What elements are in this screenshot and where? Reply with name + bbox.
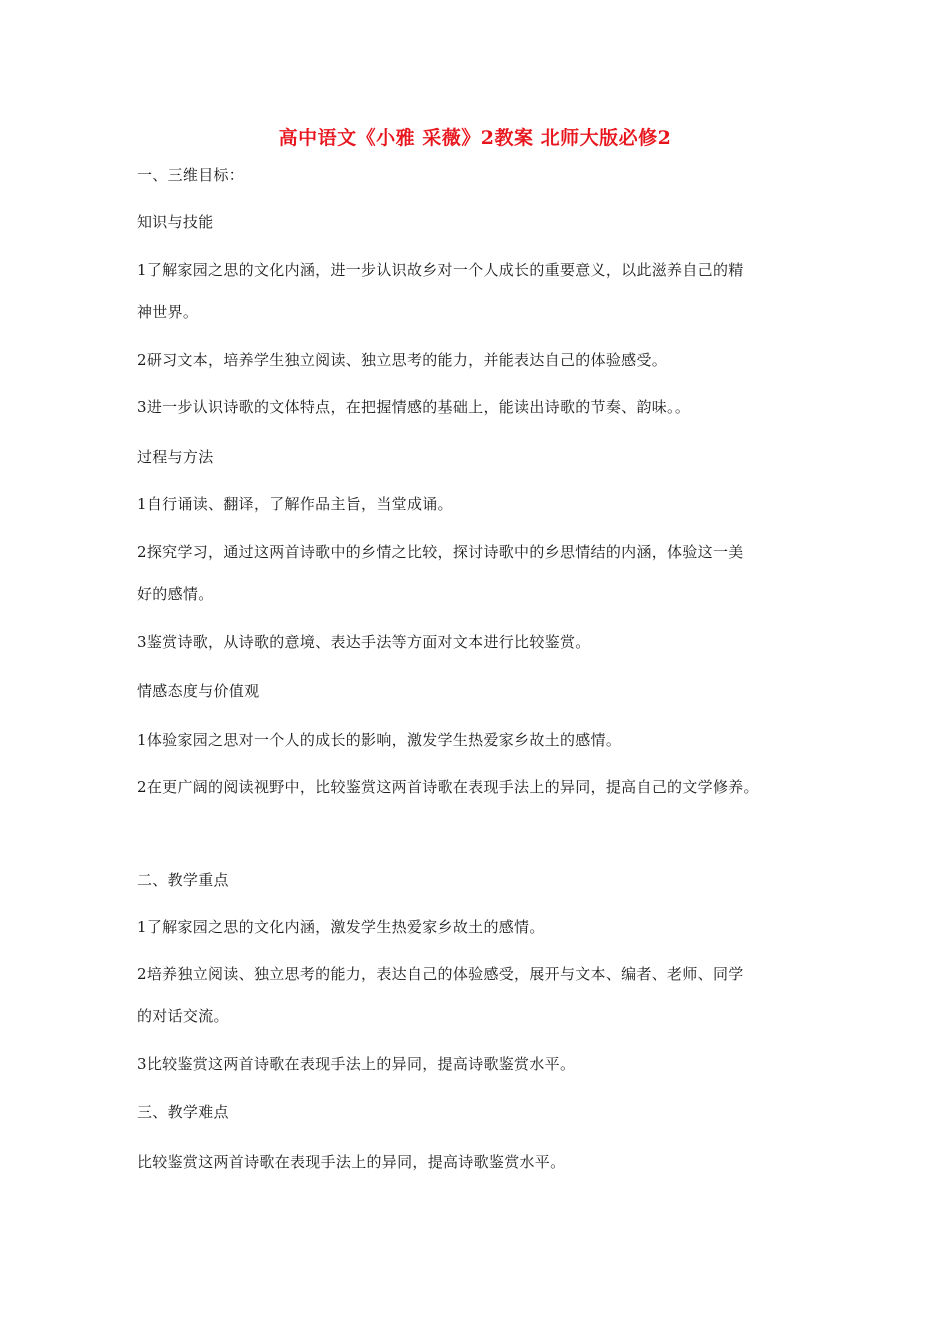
- paragraph-line: 1了解家园之思的文化内涵，激发学生热爱家乡故土的感情。: [137, 918, 545, 936]
- section-heading-objectives: 一、三维目标：: [137, 166, 245, 184]
- paragraph-line: 的对话交流。: [137, 1007, 229, 1025]
- subheading-knowledge-skills: 知识与技能: [137, 213, 214, 231]
- paragraph-line: 2在更广阔的阅读视野中，比较鉴赏这两首诗歌在表现手法上的异同，提高自己的文学修养。: [137, 778, 759, 796]
- subheading-process-method: 过程与方法: [137, 448, 214, 466]
- paragraph-line: 1自行诵读、翻译，了解作品主旨，当堂成诵。: [137, 495, 453, 513]
- paragraph-line: 2研习文本，培养学生独立阅读、独立思考的能力，并能表达自己的体验感受。: [137, 351, 668, 369]
- document-title: 高中语文《小雅 采薇》2教案 北师大版必修2: [278, 127, 672, 149]
- section-heading-difficulties: 三、教学难点: [137, 1103, 229, 1121]
- paragraph-line: 2培养独立阅读、独立思考的能力，表达自己的体验感受，展开与文本、编者、老师、同学: [137, 965, 744, 983]
- paragraph-line: 神世界。: [137, 303, 199, 321]
- paragraph-line: 3比较鉴赏这两首诗歌在表现手法上的异同，提高诗歌鉴赏水平。: [137, 1055, 576, 1073]
- paragraph-line: 1了解家园之思的文化内涵，进一步认识故乡对一个人成长的重要意义，以此滋养自己的精: [137, 261, 744, 279]
- paragraph-line: 3鉴赏诗歌，从诗歌的意境、表达手法等方面对文本进行比较鉴赏。: [137, 633, 591, 651]
- paragraph-line: 3进一步认识诗歌的文体特点，在把握情感的基础上，能读出诗歌的节奏、韵味。。: [137, 398, 691, 416]
- paragraph-line: 1体验家园之思对一个人的成长的影响，激发学生热爱家乡故土的感情。: [137, 731, 622, 749]
- paragraph-line: 比较鉴赏这两首诗歌在表现手法上的异同，提高诗歌鉴赏水平。: [137, 1153, 566, 1171]
- subheading-emotion-values: 情感态度与价值观: [137, 682, 260, 700]
- paragraph-line: 好的感情。: [137, 585, 214, 603]
- section-heading-key-points: 二、教学重点: [137, 871, 229, 889]
- paragraph-line: 2探究学习，通过这两首诗歌中的乡情之比较，探讨诗歌中的乡思情结的内涵，体验这一美: [137, 543, 744, 561]
